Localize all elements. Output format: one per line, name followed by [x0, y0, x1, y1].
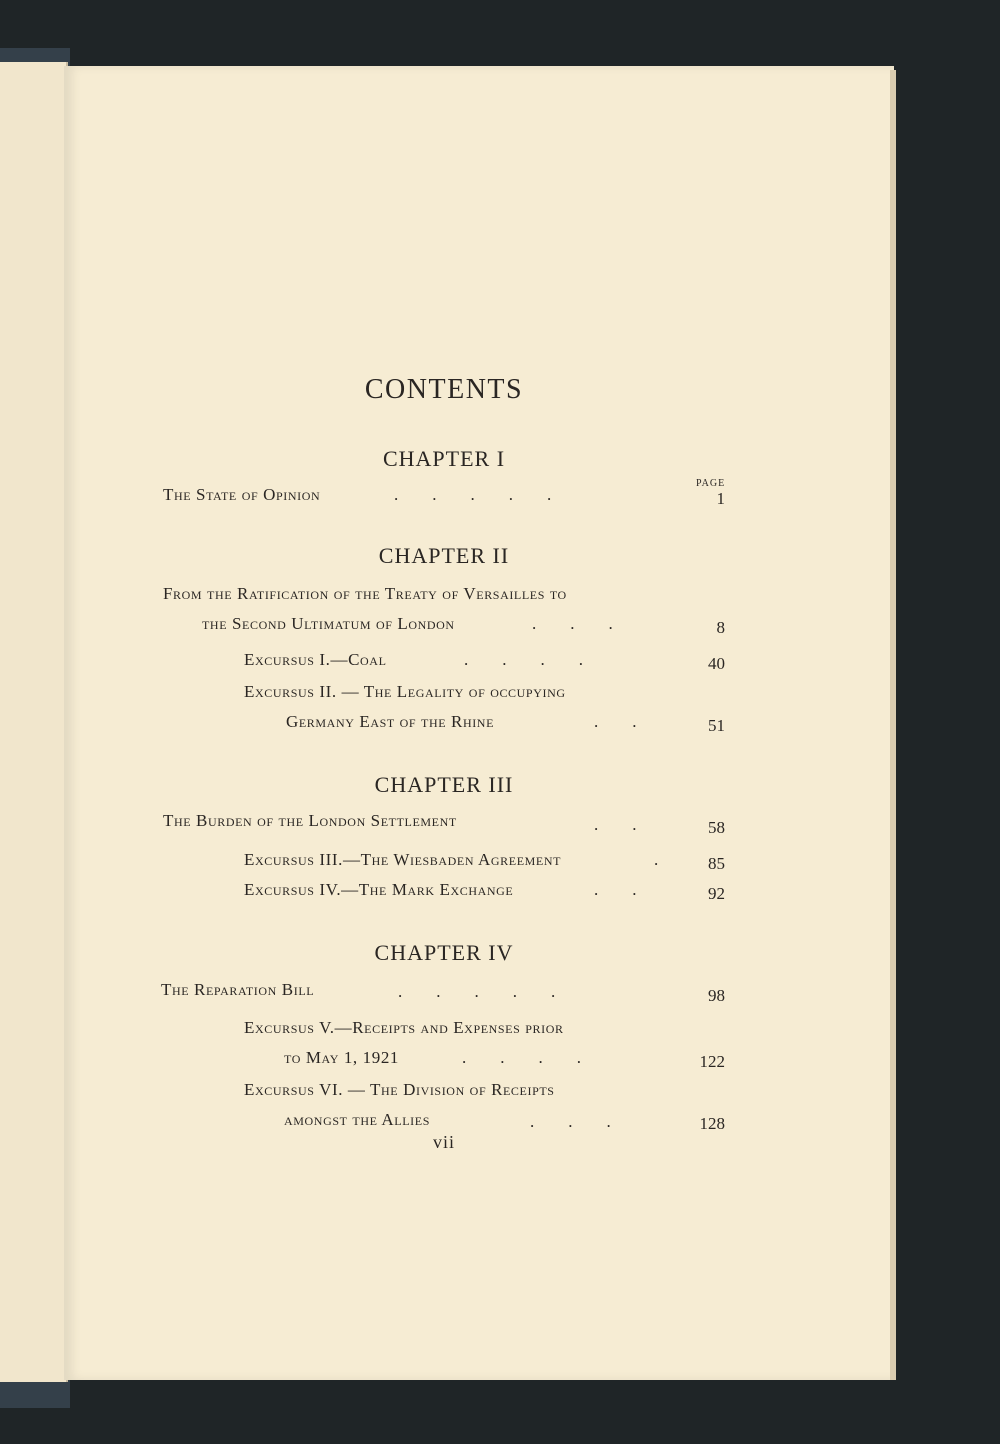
toc-entry-excursus-6-cont: amongst the Allies	[284, 1110, 430, 1129]
dot-leader: . .	[594, 880, 637, 899]
page-column-header: PAGE	[696, 478, 726, 489]
chapter-heading-1: CHAPTER I	[382, 446, 506, 471]
dot-leader: . . . . .	[398, 982, 556, 1001]
dot-leader: .	[654, 850, 659, 869]
chapter-heading-4: CHAPTER IV	[374, 940, 514, 965]
toc-entry-excursus-5-cont: to May 1, 1921	[284, 1048, 400, 1067]
page-number: 1	[716, 489, 725, 508]
dot-leader: . .	[594, 815, 637, 834]
toc-entry-excursus-4: Excursus IV.—The Mark Exchange	[244, 880, 514, 899]
toc-entry-excursus-5: Excursus V.—Receipts and Expenses prior	[244, 1018, 564, 1037]
chapter-heading-2: CHAPTER II	[378, 543, 510, 568]
chapter-heading-3: CHAPTER III	[374, 772, 514, 797]
page-number: 92	[708, 884, 725, 903]
page-number: 128	[699, 1114, 725, 1133]
page-number: 122	[699, 1052, 725, 1071]
toc-entry-excursus-2-cont: Germany East of the Rhine	[286, 712, 494, 731]
left-page-edge	[0, 62, 68, 1382]
toc-entry-excursus-6: Excursus VI. — The Division of Receipts	[244, 1080, 555, 1099]
page-number: 58	[708, 818, 725, 837]
toc-entry-burden: The Burden of the London Settlement	[163, 811, 457, 830]
dot-leader: . . .	[532, 614, 613, 633]
dot-leader: . . . .	[462, 1048, 581, 1067]
folio-number: vii	[432, 1132, 455, 1152]
page-number: 51	[708, 716, 725, 735]
page-number: 8	[716, 618, 725, 637]
toc-entry-state-of-opinion: The State of Opinion	[163, 485, 321, 504]
dot-leader: . . . .	[464, 650, 583, 669]
page-number: 40	[708, 654, 725, 673]
toc-entry-excursus-3: Excursus III.—The Wiesbaden Agreement	[244, 850, 562, 869]
toc-entry-excursus-2: Excursus II. — The Legality of occupying	[244, 682, 566, 701]
toc-entry-excursus-1: Excursus I.—Coal	[244, 650, 387, 669]
page-edge	[890, 70, 896, 1380]
dot-leader: . .	[594, 712, 637, 731]
page-title: CONTENTS	[364, 374, 524, 405]
page-number: 85	[708, 854, 725, 873]
dot-leader: . . . . .	[394, 485, 552, 504]
toc-entry-reparation-bill: The Reparation Bill	[161, 980, 315, 999]
toc-entry-ratification: From the Ratification of the Treaty of Versailles to	[163, 584, 567, 603]
page-number: 98	[708, 986, 725, 1005]
toc-entry-ratification-cont: the Second Ultimatum of London	[202, 614, 455, 633]
dot-leader: . . .	[530, 1112, 611, 1131]
contents-page	[64, 66, 894, 1380]
